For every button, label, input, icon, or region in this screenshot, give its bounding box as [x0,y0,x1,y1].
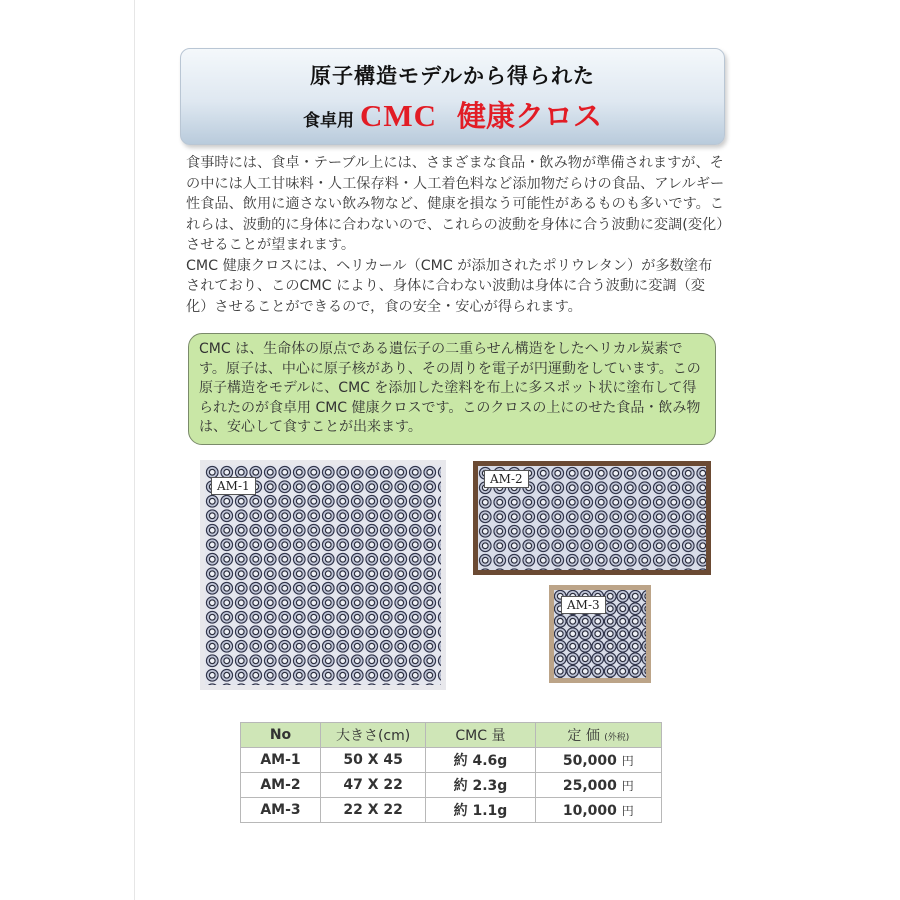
title-banner [180,48,725,145]
header-price-note: (外税) [604,733,630,743]
table-row [241,748,662,773]
cell-size: 47 X 22 [320,773,425,798]
cell-no: AM-2 [241,773,321,798]
table-row [241,773,662,798]
table-header-row [241,723,662,748]
product-photo-am3 [549,585,651,683]
cell-size: 22 X 22 [320,798,425,823]
title-line-1: 原子構造モデルから得られた [310,63,595,88]
cell-size: 50 X 45 [320,748,425,773]
currency: 円 [621,803,634,818]
cell-price [535,773,661,798]
table-row [241,798,662,823]
cell-cmc: 約 1.1g [426,798,535,823]
title-line-2 [181,94,724,135]
intro-paragraph: CMC 健康クロスには、ヘリカール（CMC が添加されたポリウレタン）が多数塗布されており、このCMC により、身体に合わない波動は身体に合う波動に変調（変化）させることができるので，食の安全・安心が得られます。 [186,257,713,315]
intro-text [186,153,726,317]
cell-no: AM-3 [241,798,321,823]
photo-label: AM-1 [211,477,256,495]
price-value: 50,000 [562,752,617,769]
cell-cmc: 約 2.3g [426,773,535,798]
header-no: No [241,723,321,748]
photo-label: AM-2 [484,470,529,488]
header-price [535,723,661,748]
price-table [240,722,662,823]
header-cmc: CMC 量 [426,723,535,748]
cell-price [535,748,661,773]
product-photo-am2 [473,461,711,575]
header-size: 大きさ(cm) [320,723,425,748]
price-value: 25,000 [562,777,617,794]
callout-box: CMC は、生命体の原点である遺伝子の二重らせん構造をしたヘリカル炭素です。原子は、中心に原子核があり、その周りを電子が円運動をしています。この原子構造をモデルに、CMC を添加した塗料を布上に多スポット状に塗布して得られたのが食卓用 CMC 健康クロスです。このクロスの上にのせた食品・飲み物は、安心して食すことが出来ます。 [188,333,716,445]
price-value: 10,000 [562,802,617,819]
intro-paragraph: 食事時には、食卓・テーブル上には、さまざまな食品・飲み物が準備されますが、その中には人工甘味料・人工保存料・人工着色料など添加物だらけの食品、アレルギー性食品、飲用に適さない飲み物など、健康を損なう可能性があるものも多いです。これらは、波動的に身体に合わないので、これらの波動を身体に合う波動に変調(変化）させることが望まれます。 [186,155,725,253]
title-product: 健康クロス [456,99,602,133]
header-price-label: 定 価 [567,728,600,744]
cell-no: AM-1 [241,748,321,773]
photo-label: AM-3 [561,596,606,614]
title-cmc: CMC [359,98,438,133]
product-photo-am1 [200,460,446,690]
currency: 円 [621,753,634,768]
cell-price [535,798,661,823]
title-prefix: 食卓用 [303,111,355,131]
scan-edge-line [134,0,135,900]
currency: 円 [621,778,634,793]
cell-cmc: 約 4.6g [426,748,535,773]
